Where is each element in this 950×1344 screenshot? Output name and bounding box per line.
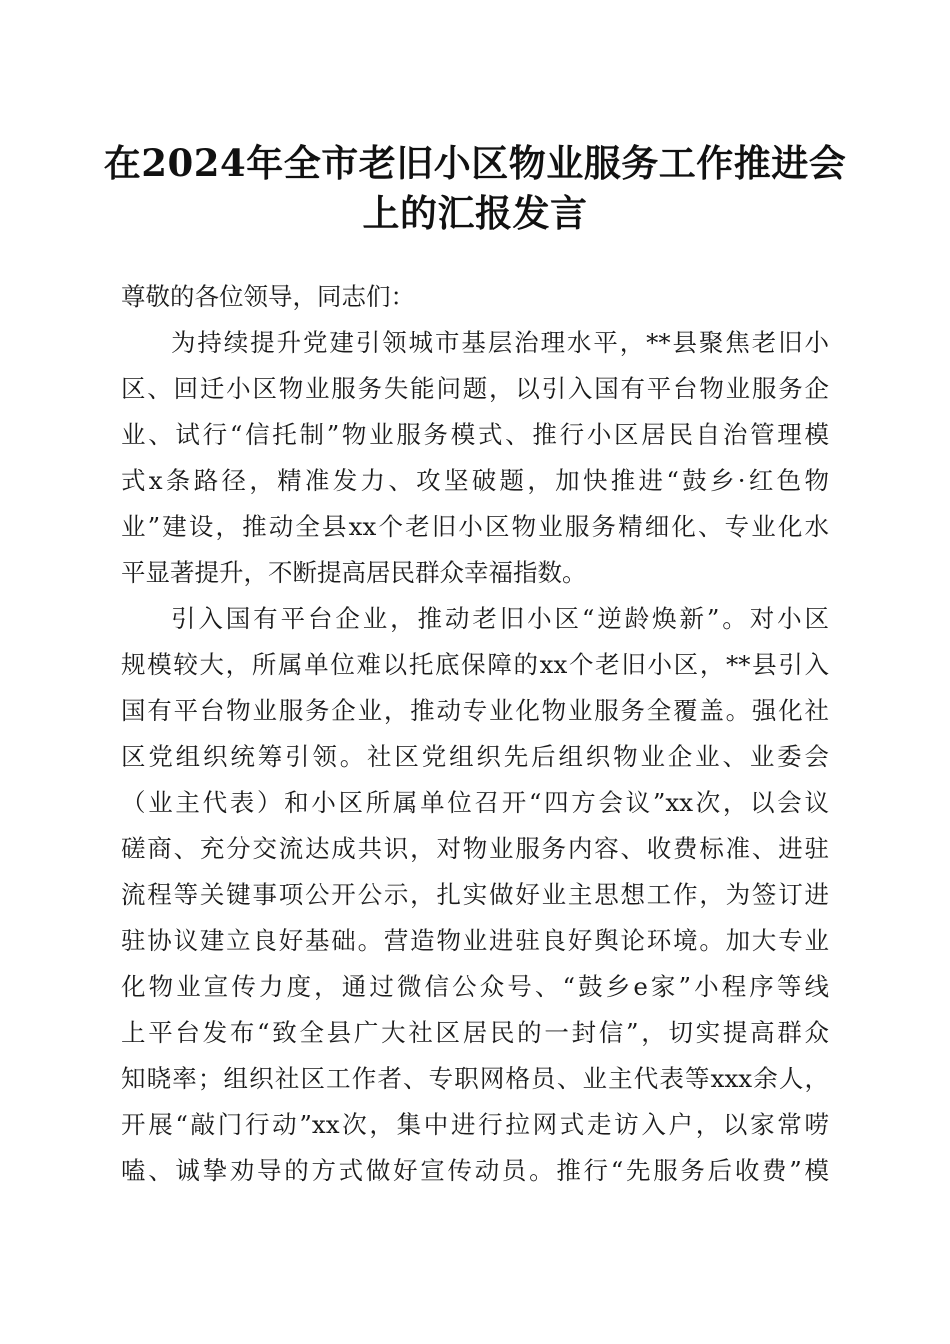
body-line: 开展“敲门行动”xx次，集中进行拉网式走访入户，以家常唠 bbox=[121, 1110, 829, 1139]
body-line: 国有平台物业服务企业，推动专业化物业服务全覆盖。强化社 bbox=[121, 696, 829, 725]
salutation: 尊敬的各位领导，同志们： bbox=[121, 282, 415, 311]
body-line: 区党组织统筹引领。社区党组织先后组织物业企业、业委会 bbox=[121, 742, 829, 771]
body-line: 驻协议建立良好基础。营造物业进驻良好舆论环境。加大专业 bbox=[121, 926, 829, 955]
document-body bbox=[121, 278, 829, 1198]
body-line: 磋商、充分交流达成共识，对物业服务内容、收费标准、进驻 bbox=[121, 834, 829, 863]
title-line-2: 上的汇报发言 bbox=[362, 191, 588, 235]
body-line: 区、回迁小区物业服务失能问题，以引入国有平台物业服务企 bbox=[121, 374, 829, 403]
body-line: 规模较大，所属单位难以托底保障的xx个老旧小区，**县引入 bbox=[121, 650, 829, 679]
body-line: 引入国有平台企业，推动老旧小区“逆龄焕新”。对小区 bbox=[171, 604, 829, 633]
document-title bbox=[100, 138, 850, 238]
body-line: 知晓率；组织社区工作者、专职网格员、业主代表等xxx余人， bbox=[121, 1064, 829, 1093]
body-line: 上平台发布“致全县广大社区居民的一封信”，切实提高群众 bbox=[121, 1018, 829, 1047]
body-line: 式x条路径，精准发力、攻坚破题，加快推进“鼓乡·红色物 bbox=[121, 466, 829, 495]
body-line: 业”建设，推动全县xx个老旧小区物业服务精细化、专业化水 bbox=[121, 512, 829, 541]
body-line: 平显著提升，不断提高居民群众幸福指数。 bbox=[121, 558, 587, 587]
body-line: 化物业宣传力度，通过微信公众号、“鼓乡e家”小程序等线 bbox=[121, 972, 829, 1001]
body-line: 嗑、诚挚劝导的方式做好宣传动员。推行“先服务后收费”模 bbox=[121, 1156, 829, 1185]
body-line: 流程等关键事项公开公示，扎实做好业主思想工作，为签订进 bbox=[121, 880, 829, 909]
body-line: 为持续提升党建引领城市基层治理水平，**县聚焦老旧小 bbox=[171, 328, 829, 357]
body-line: （业主代表）和小区所属单位召开“四方会议”xx次，以会议 bbox=[121, 788, 829, 817]
title-line-1: 在2024年全市老旧小区物业服务工作推进会 bbox=[103, 141, 847, 185]
body-line: 业、试行“信托制”物业服务模式、推行小区居民自治管理模 bbox=[121, 420, 829, 449]
